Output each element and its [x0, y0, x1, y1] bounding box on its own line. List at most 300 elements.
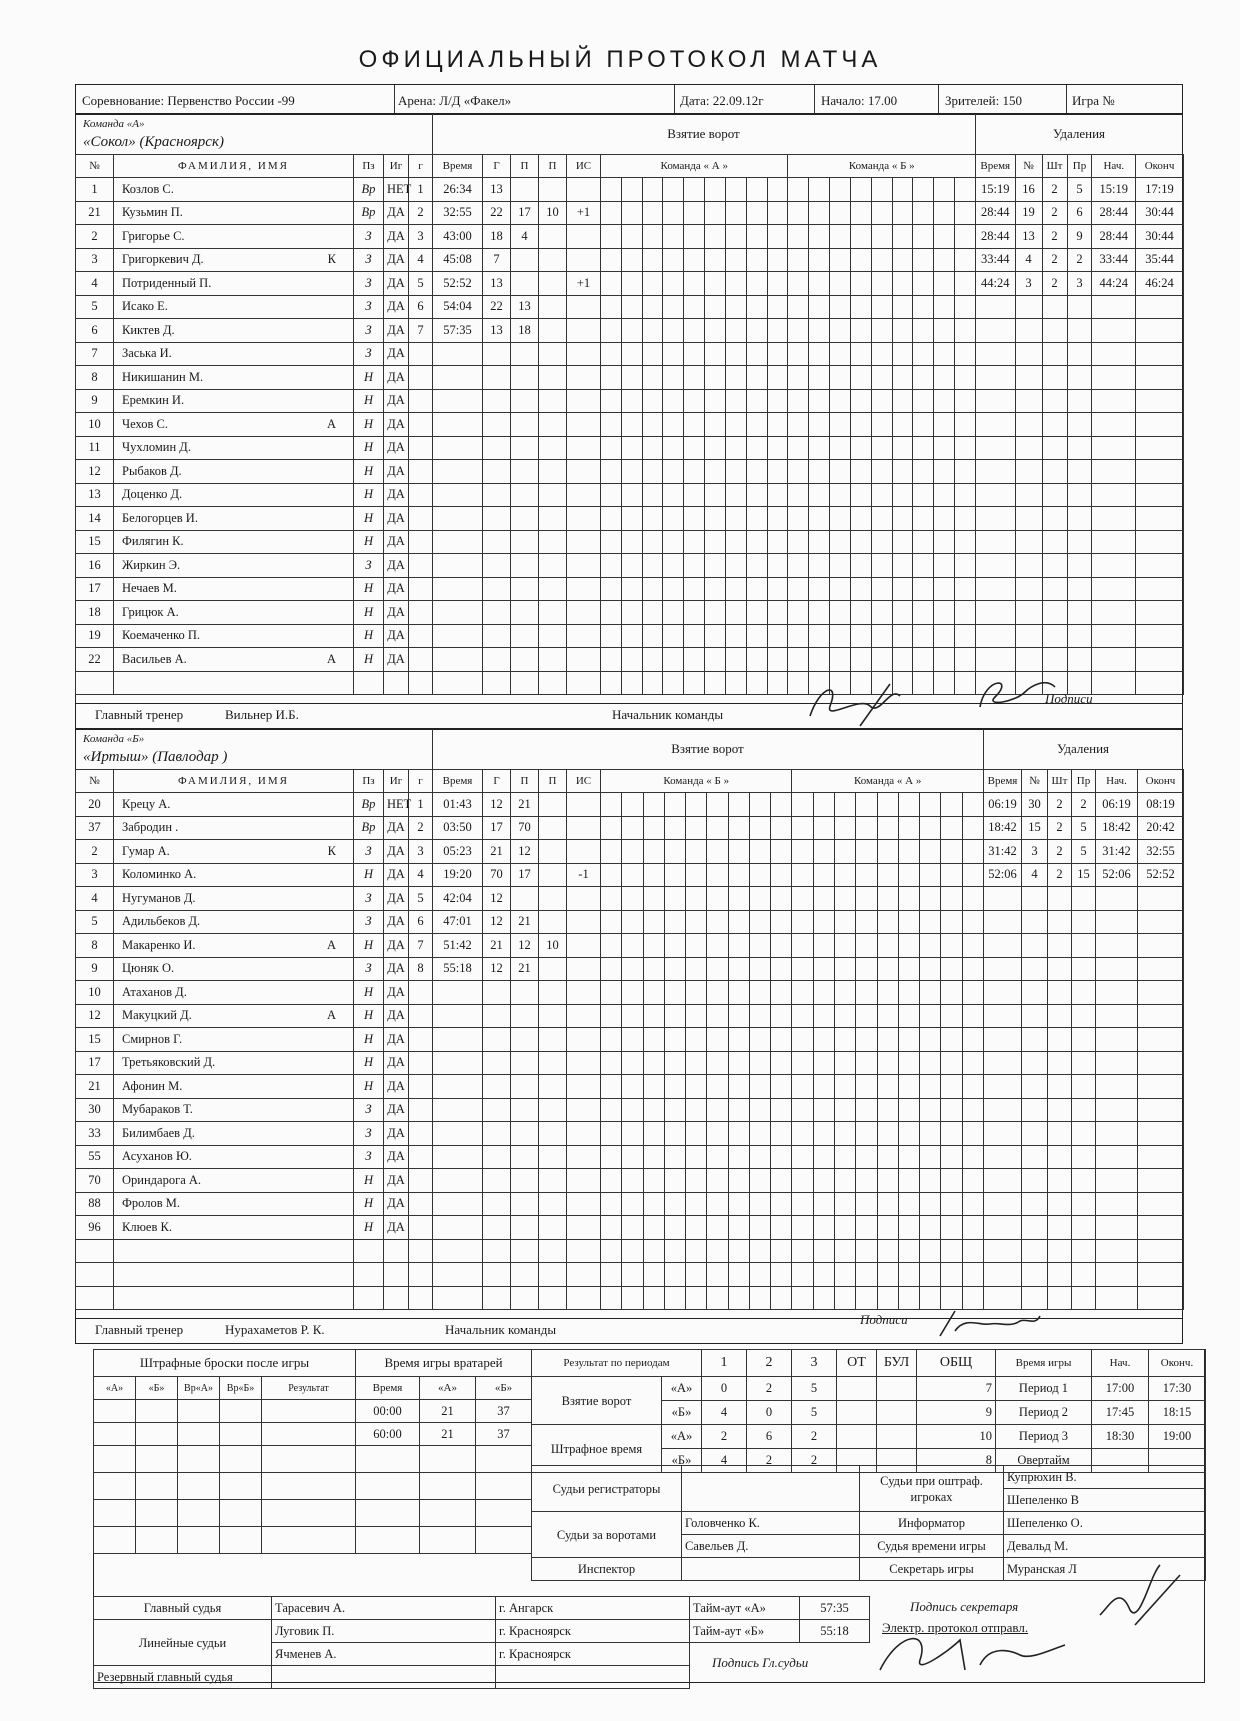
goal-situation: [567, 793, 601, 817]
table-row: [76, 816, 433, 840]
periods-table: [531, 1349, 996, 1473]
shootout-col: Вр«Б»: [220, 1377, 262, 1400]
goal-number: 2: [409, 816, 433, 840]
player-name-text: Третьяковский Д.: [122, 1055, 216, 1070]
pcol-num: №: [1022, 770, 1048, 793]
goal-scorer: 12: [483, 793, 511, 817]
goal-assist-1: 13: [511, 295, 539, 319]
penalty-start: 33:44: [1092, 248, 1136, 272]
period-col: 1: [702, 1350, 747, 1377]
player-position: Н: [354, 1004, 384, 1028]
player-position: Н: [354, 1216, 384, 1240]
player-position: З: [354, 295, 384, 319]
goal-situation: [567, 910, 601, 934]
player-name-text: Никишанин М.: [122, 369, 204, 384]
goal-row: [433, 648, 976, 672]
player-position: З: [354, 248, 384, 272]
col-team-1: Команда « Б »: [601, 770, 792, 793]
player-played: ДА: [384, 1192, 409, 1216]
goal-assist-2: 10: [539, 934, 567, 958]
player-number: 9: [76, 957, 114, 981]
player-position: Н: [354, 413, 384, 437]
goal-row: [433, 483, 976, 507]
table-row: [76, 295, 433, 319]
player-name-text: Потриденный П.: [122, 275, 212, 290]
goal-number: 1: [409, 793, 433, 817]
penalty-row: [984, 887, 1184, 911]
player-played: ДА: [384, 319, 409, 343]
player-name-text: Чухломин Д.: [122, 440, 191, 455]
table-row: [76, 460, 433, 484]
period-value: [837, 1401, 877, 1425]
teamA-penalties-title: Удаления: [1052, 126, 1106, 141]
goal-assist-2: [539, 957, 567, 981]
table-row: [76, 225, 433, 249]
table-row: [76, 1098, 433, 1122]
penalty-row: [976, 272, 1184, 296]
chief-ref-city: г. Ангарск: [496, 1597, 690, 1620]
player-name-text: Рыбаков Д.: [122, 463, 182, 478]
penalty-reason: 2: [1067, 248, 1092, 272]
period-value: 10: [917, 1425, 996, 1449]
goal-row: [433, 624, 976, 648]
goal-row: [433, 460, 976, 484]
goal-time: 52:52: [433, 272, 483, 296]
period-col: ОБЩ: [917, 1350, 996, 1377]
player-number: 18: [76, 601, 114, 625]
penalty-start: 28:44: [1092, 225, 1136, 249]
player-played: ДА: [384, 981, 409, 1005]
goal-situation: [567, 225, 601, 249]
teamA-goals-title: Взятие ворот: [667, 126, 740, 141]
penalty-row: [976, 248, 1184, 272]
penalty-row: [984, 957, 1184, 981]
penalty-pen: 2: [1048, 863, 1072, 887]
col-num: №: [76, 155, 114, 178]
gk-cell: 37: [476, 1400, 532, 1423]
player-position: З: [354, 910, 384, 934]
player-position: Н: [354, 507, 384, 531]
goal-situation: [567, 840, 601, 864]
table-row: [76, 934, 433, 958]
goal-row: [433, 1098, 984, 1122]
player-name: [114, 648, 354, 672]
gk-title: Время игры вратарей: [356, 1350, 532, 1377]
player-position: Н: [354, 624, 384, 648]
goal-judge-1: Головченко К.: [682, 1512, 860, 1535]
goal-scorer: 22: [483, 295, 511, 319]
player-number: 20: [76, 793, 114, 817]
player-name-text: Клюев К.: [122, 1219, 172, 1234]
goal-row: [433, 816, 984, 840]
player-position: Н: [354, 460, 384, 484]
goal-assist-2: [539, 295, 567, 319]
player-played: ДА: [384, 1028, 409, 1052]
penalty-row: [976, 601, 1184, 625]
goal-number: 3: [409, 225, 433, 249]
goal-row: [433, 1028, 984, 1052]
goal-scorer: 22: [483, 201, 511, 225]
col-pos: Пз: [354, 155, 384, 178]
penalty-row: [984, 1075, 1184, 1099]
period-col: 3: [792, 1350, 837, 1377]
player-number: 7: [76, 342, 114, 366]
header-row: [75, 84, 1183, 114]
player-number: 19: [76, 624, 114, 648]
signatures-label: Подписи: [860, 1312, 908, 1327]
table-row: [76, 671, 433, 695]
penalty-pen: 2: [1048, 840, 1072, 864]
col-a2: П: [539, 770, 567, 793]
table-row: [76, 1145, 433, 1169]
player-name-text: Коломинко А.: [122, 867, 197, 882]
penalty-time: 31:42: [984, 840, 1022, 864]
player-position: З: [354, 272, 384, 296]
period-value: 6: [747, 1425, 792, 1449]
penalty-start: 52:06: [1096, 863, 1138, 887]
penalty-start: 18:42: [1096, 816, 1138, 840]
player-played: ДА: [384, 1004, 409, 1028]
goal-assist-1: [511, 178, 539, 202]
player-number: 14: [76, 507, 114, 531]
period-time-row: [996, 1401, 1206, 1425]
player-played: ДА: [384, 1051, 409, 1075]
goal-scorer: 21: [483, 840, 511, 864]
goal-number: 3: [409, 840, 433, 864]
player-played: ДА: [384, 413, 409, 437]
player-played: ДА: [384, 507, 409, 531]
signature-secretary: [1090, 1555, 1190, 1635]
player-number: 96: [76, 1216, 114, 1240]
penalty-box-judge-1: Купрюхин В.: [1004, 1466, 1206, 1489]
goal-scorer: 12: [483, 910, 511, 934]
goal-situation: [567, 887, 601, 911]
col-num: №: [76, 770, 114, 793]
table-row: [76, 1216, 433, 1240]
player-number: 17: [76, 1051, 114, 1075]
player-name: [114, 1004, 354, 1028]
player-name: [114, 554, 354, 578]
goal-assist-2: [539, 178, 567, 202]
page-title: ОФИЦИАЛЬНЫЙ ПРОТОКОЛ МАТЧА: [358, 46, 882, 73]
player-name: [114, 577, 354, 601]
player-name: [114, 624, 354, 648]
goal-situation: -1: [567, 863, 601, 887]
period-time-cell: Овертайм: [996, 1449, 1092, 1473]
period-time-col: Нач.: [1092, 1350, 1149, 1377]
player-number: 2: [76, 840, 114, 864]
penalty-row: [976, 460, 1184, 484]
period-time-row: [996, 1377, 1206, 1401]
table-row: [76, 1169, 433, 1193]
player-name-text: Крецу А.: [122, 796, 171, 811]
player-name-text: Фролов М.: [122, 1196, 180, 1211]
captain-mark: А: [326, 1008, 336, 1023]
goal-assist-1: 18: [511, 319, 539, 343]
player-played: ДА: [384, 816, 409, 840]
period-value: [877, 1377, 917, 1401]
secretary: Муранская Л: [1004, 1558, 1206, 1581]
goal-time: 51:42: [433, 934, 483, 958]
period-team: «Б»: [662, 1401, 702, 1425]
manager-label: Начальник команды: [612, 707, 724, 722]
linesman-1-city: г. Красноярск: [496, 1620, 690, 1643]
teamB-penalties-table: [983, 769, 1184, 1310]
player-position: Вр: [354, 178, 384, 202]
linesman-2: Ячменев А.: [272, 1643, 496, 1666]
player-position: Н: [354, 1028, 384, 1052]
period-time-cell: 18:30: [1092, 1425, 1149, 1449]
goal-situation: [567, 295, 601, 319]
goal-time: 03:50: [433, 816, 483, 840]
goal-situation: [567, 957, 601, 981]
period-time-cell: Период 2: [996, 1401, 1092, 1425]
player-name: [114, 1192, 354, 1216]
player-number: 22: [76, 648, 114, 672]
table-row: [76, 624, 433, 648]
table-row: [76, 887, 433, 911]
goal-situation: +1: [567, 201, 601, 225]
goal-row: [433, 272, 976, 296]
penalty-end: 32:55: [1138, 840, 1184, 864]
player-position: Вр: [354, 816, 384, 840]
goal-row: [433, 342, 976, 366]
chief-ref-label: Главный судья: [94, 1597, 272, 1620]
penalty-row: [976, 366, 1184, 390]
goal-situation: [567, 178, 601, 202]
penalty-row: [984, 910, 1184, 934]
penalty-end: 30:44: [1136, 225, 1184, 249]
penalty-row: [976, 342, 1184, 366]
goal-assist-2: [539, 225, 567, 249]
penalty-reason: 6: [1067, 201, 1092, 225]
teamB-penalties-title: Удаления: [1056, 741, 1110, 756]
table-row: [76, 507, 433, 531]
goal-row: [433, 863, 984, 887]
player-position: Н: [354, 1169, 384, 1193]
start-time: Начало: 17.00: [821, 93, 898, 108]
goal-row: [433, 934, 984, 958]
shootout-col: «Б»: [136, 1377, 178, 1400]
player-name-text: Ориндарога А.: [122, 1172, 202, 1187]
pcol-time: Время: [984, 770, 1022, 793]
penalty-pen: 2: [1042, 178, 1067, 202]
player-name: [114, 910, 354, 934]
penalty-row: [984, 816, 1184, 840]
goal-row: [433, 577, 976, 601]
player-number: 37: [76, 816, 114, 840]
penalty-row: [976, 178, 1184, 202]
penalty-row: [976, 554, 1184, 578]
period-team: «А»: [662, 1377, 702, 1401]
player-played: ДА: [384, 460, 409, 484]
table-row: [76, 436, 433, 460]
gk-col: Время: [356, 1377, 420, 1400]
player-position: З: [354, 957, 384, 981]
goal-scorer: 18: [483, 225, 511, 249]
player-name-text: Григорье С.: [122, 228, 185, 243]
period-row-label: Взятие ворот: [532, 1377, 662, 1425]
player-name-text: Грицюк А.: [122, 604, 179, 619]
penalty-time: 28:44: [976, 225, 1016, 249]
col-pos: Пз: [354, 770, 384, 793]
player-number: 15: [76, 530, 114, 554]
player-name-text: Чехов С.: [122, 416, 169, 431]
penalty-row: [984, 1051, 1184, 1075]
goal-time: 42:04: [433, 887, 483, 911]
player-position: З: [354, 342, 384, 366]
player-position: Н: [354, 530, 384, 554]
goal-assist-1: 17: [511, 863, 539, 887]
player-name-text: Мубараков Т.: [122, 1102, 193, 1117]
player-played: ДА: [384, 934, 409, 958]
goal-number: 5: [409, 887, 433, 911]
goal-scorer: 12: [483, 957, 511, 981]
player-name-text: Филягин К.: [122, 534, 184, 549]
player-played: ДА: [384, 863, 409, 887]
goal-judges-label: Судьи за воротами: [532, 1512, 682, 1558]
penalty-row: [984, 1216, 1184, 1240]
teamB-players-table: [75, 769, 433, 1310]
penalty-pen: 2: [1048, 816, 1072, 840]
goal-row: [433, 319, 976, 343]
goal-row: [433, 981, 984, 1005]
period-value: 2: [702, 1425, 747, 1449]
goal-assist-1: [511, 248, 539, 272]
arena: Арена: Л/Д «Факел»: [398, 93, 512, 108]
player-position: Вр: [354, 793, 384, 817]
goal-row: [433, 366, 976, 390]
col-name: ФАМИЛИЯ, ИМЯ: [114, 770, 354, 793]
player-position: Н: [354, 577, 384, 601]
captain-mark: К: [327, 252, 336, 267]
penalty-row: [984, 1098, 1184, 1122]
player-name: [114, 887, 354, 911]
penalty-num: 19: [1015, 201, 1042, 225]
period-value: 0: [702, 1377, 747, 1401]
penalty-box-label: Судьи при оштраф. игроках: [860, 1466, 1004, 1512]
penalty-num: 3: [1022, 840, 1048, 864]
penalty-num: 13: [1015, 225, 1042, 249]
period-value: 5: [792, 1401, 837, 1425]
penalty-reason: 9: [1067, 225, 1092, 249]
player-name: [114, 248, 354, 272]
player-name: [114, 934, 354, 958]
teamA-players-table: [75, 154, 433, 695]
col-is: ИС: [567, 770, 601, 793]
player-number: 15: [76, 1028, 114, 1052]
player-position: Н: [354, 366, 384, 390]
period-value: [877, 1401, 917, 1425]
player-number: 88: [76, 1192, 114, 1216]
table-row: [76, 389, 433, 413]
goal-row: [433, 389, 976, 413]
player-played: ДА: [384, 1216, 409, 1240]
goal-assist-1: 4: [511, 225, 539, 249]
goal-row: [433, 225, 976, 249]
player-name: [114, 1075, 354, 1099]
player-number: 10: [76, 981, 114, 1005]
period-time-cell: 18:15: [1149, 1401, 1206, 1425]
player-number: 13: [76, 483, 114, 507]
table-row: [76, 201, 433, 225]
gk-col: «А»: [420, 1377, 476, 1400]
player-name-text: Коемаченко П.: [122, 628, 201, 643]
period-row-label: Штрафное время: [532, 1425, 662, 1473]
goal-assist-2: [539, 319, 567, 343]
teamB-goals-title: Взятие ворот: [671, 741, 744, 756]
player-played: ДА: [384, 1145, 409, 1169]
period-col: ОТ: [837, 1350, 877, 1377]
goal-assist-1: 21: [511, 957, 539, 981]
pcol-time: Время: [976, 155, 1016, 178]
goal-row: [433, 530, 976, 554]
player-position: З: [354, 840, 384, 864]
col-time: Время: [433, 155, 483, 178]
goal-row: [433, 793, 984, 817]
goal-row: [433, 201, 976, 225]
player-number: 55: [76, 1145, 114, 1169]
player-played: ДА: [384, 840, 409, 864]
player-number: 4: [76, 272, 114, 296]
goal-assist-1: [511, 887, 539, 911]
player-position: Н: [354, 1192, 384, 1216]
player-name: [114, 201, 354, 225]
player-name-text: Нечаев М.: [122, 581, 177, 596]
goal-situation: [567, 248, 601, 272]
goal-number: 4: [409, 863, 433, 887]
linesman-2-city: г. Красноярск: [496, 1643, 690, 1666]
player-number: 12: [76, 460, 114, 484]
periods-title: Результат по периодам: [532, 1350, 702, 1377]
player-name: [114, 460, 354, 484]
goal-number: 7: [409, 934, 433, 958]
goal-time: 45:08: [433, 248, 483, 272]
period-value: 4: [702, 1449, 747, 1473]
player-position: З: [354, 319, 384, 343]
penalty-num: 4: [1022, 863, 1048, 887]
player-played: ДА: [384, 910, 409, 934]
penalty-row: [976, 577, 1184, 601]
col-team-2: Команда « А »: [792, 770, 983, 793]
table-row: [76, 178, 433, 202]
player-name-text: Григоркевич Д.: [122, 252, 204, 267]
player-name-text: Забродин .: [122, 820, 179, 835]
timeouts-table: [689, 1596, 870, 1643]
player-name: [114, 366, 354, 390]
table-row: [76, 413, 433, 437]
period-value: 4: [702, 1401, 747, 1425]
goal-number: 8: [409, 957, 433, 981]
period-value: 8: [917, 1449, 996, 1473]
penalty-row: [976, 201, 1184, 225]
player-position: З: [354, 225, 384, 249]
pcol-end: Оконч: [1138, 770, 1184, 793]
goal-assist-1: 70: [511, 816, 539, 840]
table-row: [76, 366, 433, 390]
pcol-num: №: [1015, 155, 1042, 178]
goal-number: 2: [409, 201, 433, 225]
goal-row: [433, 436, 976, 460]
period-time-cell: 17:00: [1092, 1377, 1149, 1401]
goal-row: [433, 295, 976, 319]
penalty-reason: 5: [1072, 816, 1096, 840]
player-name-text: Заська И.: [122, 346, 172, 361]
secretary-sign-label: Подпись секретаря: [910, 1599, 1019, 1614]
period-value: 2: [747, 1449, 792, 1473]
player-played: ДА: [384, 436, 409, 460]
period-value: 0: [747, 1401, 792, 1425]
